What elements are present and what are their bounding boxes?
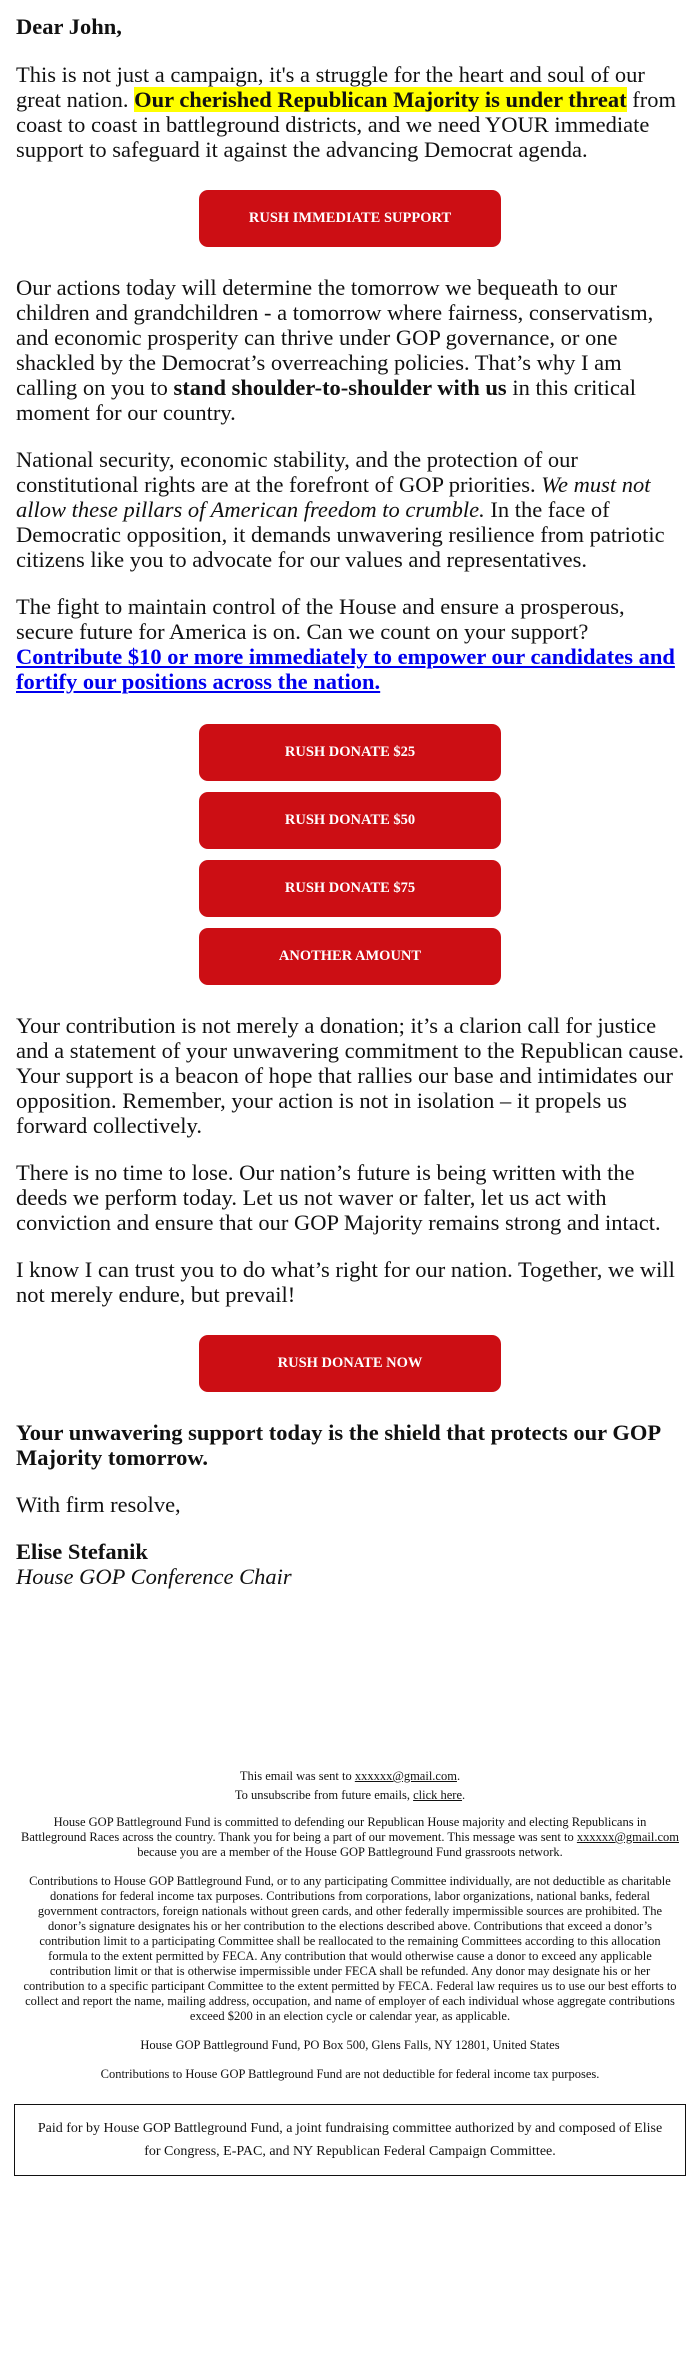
text: in this critical moment for our country. [16,375,637,425]
email-link[interactable]: xxxxxx@gmail.com [576,1830,679,1844]
signature [16,1539,684,1589]
paragraph-contribution: Your contribution is not merely a donation; it’s a clarion call for justice and a statement of your unwavering commitment to the Republican cause. Your support is a beacon of hope that rallies our base and intimidates our opposition. Remember, your action is not in isolation – it propels us forward collectively. [16,1013,684,1138]
sent-to-line [20,1767,680,1805]
intro-paragraph [16,62,684,162]
paragraph-fight [16,594,684,694]
email-link[interactable]: xxxxxx@gmail.com [354,1769,457,1783]
paragraph-actions [16,275,684,425]
closing-statement: Your unwavering support today is the shield that protects our GOP Majority tomorrow. [16,1420,660,1470]
paragraph-security [16,447,684,572]
rush-donate-75-button[interactable]: RUSH DONATE $75 [199,860,501,917]
about-paragraph [20,1815,680,1860]
signer-name: Elise Stefanik [16,1539,148,1564]
another-amount-button[interactable]: ANOTHER AMOUNT [199,928,501,985]
text: House GOP Battleground Fund is committed to defending our Republican House majority and electing Republicans in Battleground Races across the country. Thank you for being a part of our movement. This message was sent to [20,1815,647,1844]
text: This is not just a campaign, it's a struggle for the heart and soul of our great nation. [16,62,645,112]
paid-for-disclaimer: Paid for by House GOP Battleground Fund, a joint fundraising committee authorized by and composed of Elise for Congress, E-PAC, and NY Republican Federal Campaign Committee. [14,2104,686,2176]
mailing-address: House GOP Battleground Fund, PO Box 500, Glens Falls, NY 12801, United States [140,2038,560,2052]
text: In the face of Democratic opposition, it demands unwavering resilience from patriotic citizens like you to advocate for our values and representatives. [16,497,665,572]
contribute-link[interactable]: Contribute $10 or more immediately to empower our candidates and fortify our positions across the nation. [16,644,675,694]
text: To unsubscribe from future emails, [234,1788,414,1802]
rush-donate-50-button[interactable]: RUSH DONATE $50 [199,792,501,849]
text: . [462,1788,466,1802]
text: because you are a member of the House GOP Battleground Fund grassroots network. [137,1845,563,1859]
text: . [456,1769,461,1783]
greeting: Dear John, [16,14,122,39]
footer [0,1767,700,2082]
paragraph-no-time: There is no time to lose. Our nation’s future is being written with the deeds we perform today. Let us not waver or falter, let us act with conviction and ensure that our GOP Majority remains strong and intact. [16,1160,661,1235]
tax-notice: Contributions to House GOP Battleground Fund are not deductible for federal income tax purposes. [100,2067,600,2081]
bold-text: stand shoulder-to-shoulder with us [173,375,507,400]
signoff: With firm resolve, [16,1492,181,1517]
text: Our actions today will determine the tomorrow we bequeath to our children and grandchildren - a tomorrow where fairness, conservatism, and economic prosperity can thrive under GOP governance, or one shackled by the Democrat’s overreaching policies. That’s why I am calling on you to [16,275,654,400]
legal-disclaimer: Contributions to House GOP Battleground Fund, or to any participating Committee individually, are not deductible as charitable donations for federal income tax purposes. Contributions from corporations, labor organizations, national banks, federal government contractors, foreign nationals without green cards, and other federally impermissible sources are prohibited. The donor’s signature designates his or her contribution to the elections described above. Contributions that exceed a donor’s contribution limit to a participating Committee shall be reallocated to the remaining Committees according to this allocation formula to the extent permitted by FECA. Any contribution that would otherwise cause a donor to exceed any applicable contribution limit or that is otherwise impermissible under FECA shall be refunded. Any donor may designate his or her contribution to a specific participant Committee to the extent permitted by FECA. Federal law requires us to use our best efforts to collect and report the name, mailing address, occupation, and name of employer of each individual whose aggregate contributions exceed $200 in an election cycle or calendar year, as applicable. [23,1874,677,2023]
unsubscribe-link[interactable]: click here [413,1788,463,1802]
text: The fight to maintain control of the House and ensure a prosperous, secure future for America is on. Can we count on your support? [16,594,625,644]
rush-donate-25-button[interactable]: RUSH DONATE $25 [199,724,501,781]
rush-immediate-support-button[interactable]: RUSH IMMEDIATE SUPPORT [199,190,501,247]
paragraph-trust: I know I can trust you to do what’s right for our nation. Together, we will not merely endure, but prevail! [16,1257,675,1307]
italic-text: We must not allow these pillars of American freedom to crumble. [16,472,651,522]
text: This email was sent to [239,1769,355,1783]
rush-donate-now-button[interactable]: RUSH DONATE NOW [199,1335,501,1392]
signer-title: House GOP Conference Chair [16,1564,292,1589]
text: from coast to coast in battleground districts, and we need YOUR immediate support to safeguard it against the advancing Democrat agenda. [16,87,676,162]
highlighted-text: Our cherished Republican Majority is under threat [134,87,627,112]
text: National security, economic stability, and the protection of our constitutional rights are at the forefront of GOP priorities. [16,447,578,497]
